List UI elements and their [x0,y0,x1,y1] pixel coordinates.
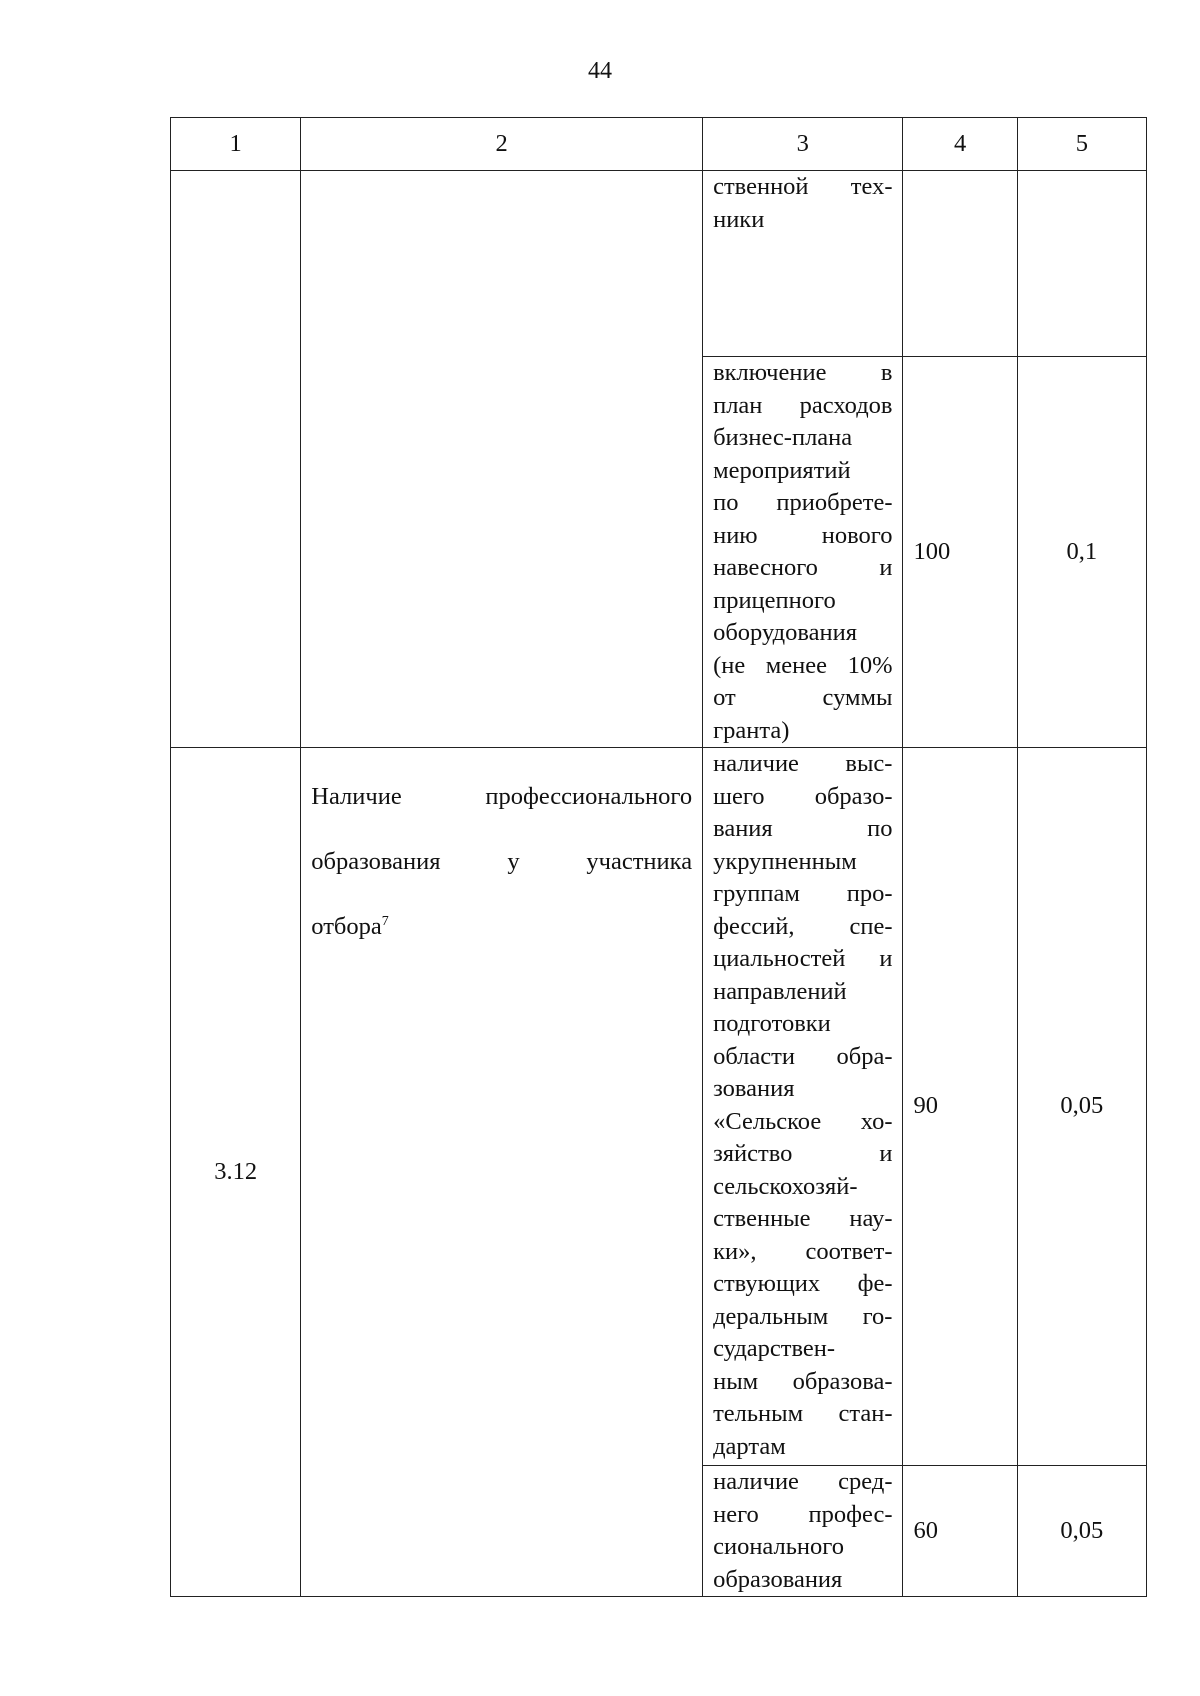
text-line: ным образова- [713,1367,893,1395]
text-line: деральным го- [713,1302,893,1330]
footnote-ref: 7 [381,913,389,929]
criterion-number: 3.12 [214,1157,258,1185]
row-a-col3-text [713,171,892,236]
text-line: сионального [713,1533,844,1560]
criterion-title-line-3-text: отбора [311,912,382,940]
header-col-3: 3 [703,118,903,171]
text-line: включение в [713,359,893,386]
text-line: гранта) [713,716,790,744]
text-line: от суммы [713,684,893,711]
row-c-score: 90 [913,1092,938,1120]
table-row [171,748,1147,1466]
text-line: циальностей и [713,945,893,972]
criterion-title-line-3 [311,911,692,944]
text-line: ственной тех- [713,173,893,200]
header-col-1: 1 [171,118,301,171]
text-line: ники [713,205,765,233]
row-c-col3-text [713,748,892,1463]
text-line: направлений [713,977,847,1005]
criteria-table [170,117,1147,1597]
row-b-col4-cell [903,357,1017,748]
row-a-col4-cell [903,171,1017,357]
row-a-col5-cell [1017,171,1146,357]
text-line: мероприятий [713,456,851,484]
header-col-2: 2 [301,118,703,171]
row-a-col3-cell [703,171,903,357]
text-line: навесного и [713,554,893,581]
text-line: укрупненным [713,847,857,875]
text-line: сельскохозяй- [713,1172,858,1200]
row-c-weight: 0,05 [1060,1092,1104,1120]
header-col-4: 4 [903,118,1017,171]
criterion-title-line-1: Наличие профессионального [311,782,693,810]
row-d-weight: 0,05 [1060,1516,1104,1544]
row-d-col4-cell [903,1466,1017,1597]
text-line: шего образо- [713,782,893,810]
text-line: дартам [713,1432,786,1460]
row-d-col5-cell [1017,1466,1146,1597]
text-line: подготовки [713,1010,831,1037]
row-c-col5-cell [1017,748,1146,1466]
criterion-title-line-2: образования у участника [311,847,693,875]
text-line: нию нового [713,521,893,549]
row-d-col3-cell [703,1466,903,1597]
text-line: оборудования [713,619,858,646]
text-line: тельным стан- [713,1400,893,1427]
row-d-score: 60 [913,1516,938,1544]
text-line: (не менее 10% [713,651,893,679]
page-number: 44 [588,58,612,84]
table-header-row [171,118,1147,171]
text-line: группам про- [713,880,893,907]
text-line: план расходов [713,391,893,419]
text-line: образования [713,1565,843,1593]
text-line: ки», соответ- [713,1237,893,1265]
row-b-col3-text [713,357,892,747]
row-a-col2-cell [301,171,703,748]
table-row [171,171,1147,357]
text-line: прицепного [713,586,836,614]
text-line: него профес- [713,1500,893,1528]
row-b-score: 100 [913,537,951,565]
row-a-col1-cell [171,171,301,748]
text-line: области обра- [713,1042,893,1070]
text-line: зяйство и [713,1140,893,1167]
text-line: «Сельское хо- [713,1107,893,1135]
row-d-col3-text [713,1466,892,1596]
header-col-5: 5 [1017,118,1146,171]
row-c-col3-cell [703,748,903,1466]
text-line: ственные нау- [713,1205,893,1232]
text-line: фессий, спе- [713,912,893,940]
row-c-col2-cell [301,748,703,1597]
text-line: наличие сред- [713,1468,893,1495]
text-line: зования [713,1075,795,1102]
text-line: по приобрете- [713,489,893,516]
text-line: наличие выс- [713,750,893,777]
text-line: сударствен- [713,1335,836,1362]
row-c-col1-cell [171,748,301,1597]
row-b-col5-cell [1017,357,1146,748]
criterion-title [311,748,692,976]
text-line: вания по [713,815,893,842]
row-b-col3-cell [703,357,903,748]
text-line: ствующих фе- [713,1270,893,1297]
row-b-weight: 0,1 [1066,537,1098,565]
row-c-col4-cell [903,748,1017,1466]
text-line: бизнес-плана [713,424,853,451]
